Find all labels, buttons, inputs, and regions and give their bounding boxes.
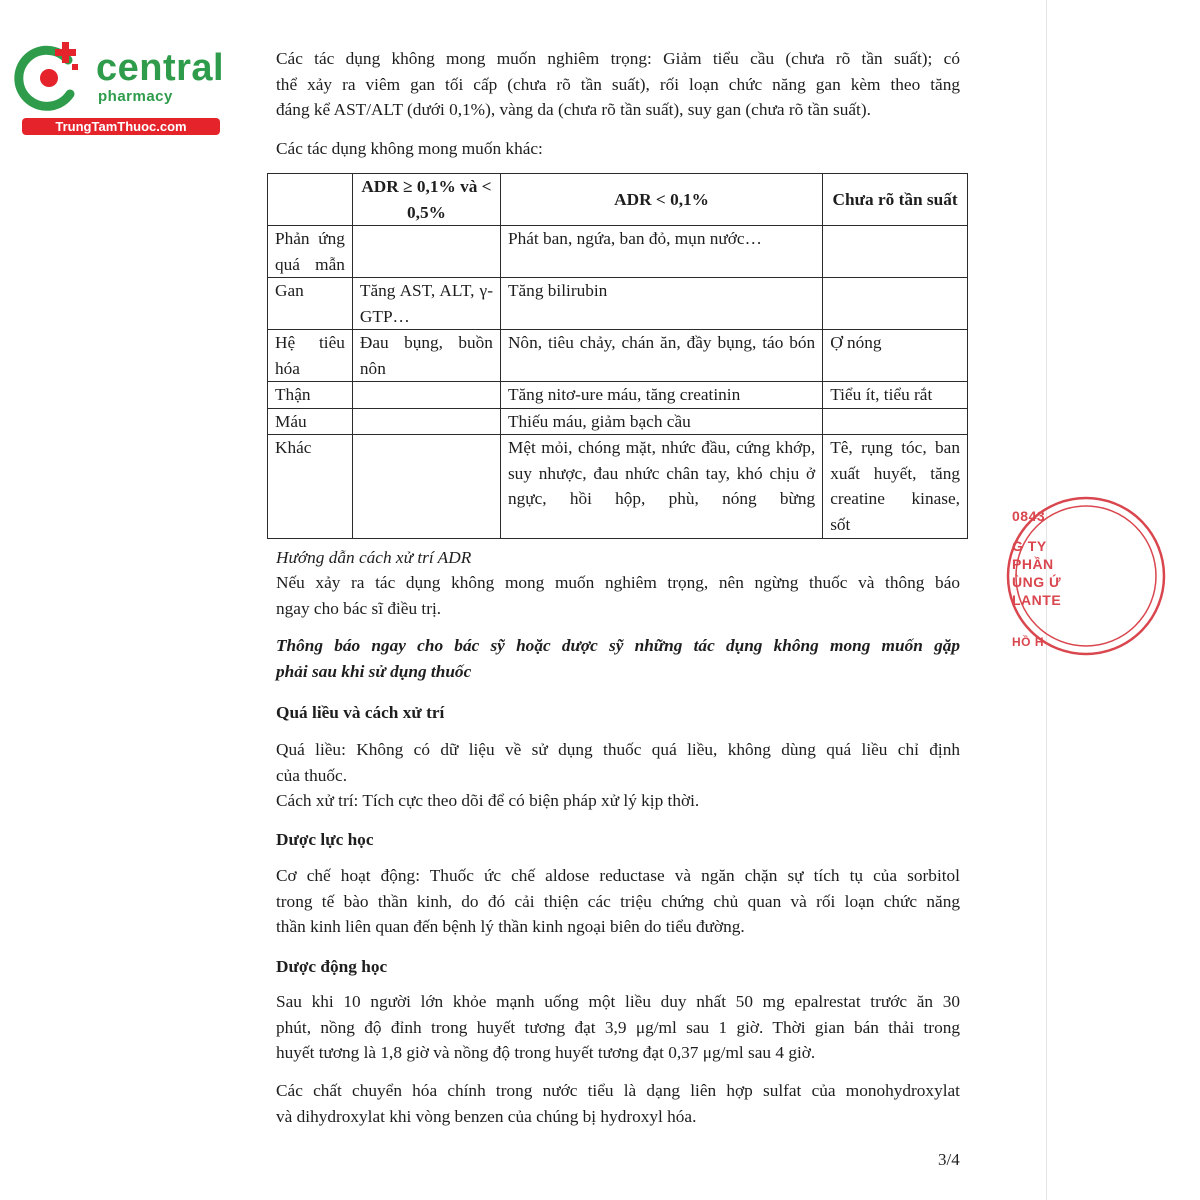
text-line: thần kinh liên quan đến bệnh lý thần kinh ngoại biên do tiểu đường.: [276, 917, 745, 936]
header-system: [268, 174, 353, 226]
header-adr-rare: ADR < 0,1%: [500, 174, 822, 226]
text-line: Cách xử trí: Tích cực theo dõi để có biện pháp xử lý kịp thời.: [276, 791, 700, 810]
cell-unknown: [823, 408, 968, 435]
text-line: huyết tương là 1,8 giờ và nồng độ trong huyết tương đạt 0,37 μg/ml sau 4 giờ.: [276, 1043, 816, 1062]
company-stamp: [1004, 494, 1062, 658]
header-adr-common: ADR ≥ 0,1% và < 0,5%: [352, 174, 500, 226]
cell-unknown: [823, 226, 968, 278]
text-line: đáng kể AST/ALT (dưới 0,1%), vàng da (chưa rõ tần suất), suy gan (chưa rõ tần suất).: [276, 100, 871, 119]
pharmacokinetics-heading: Dược động học: [276, 957, 388, 976]
stamp-text-line: LANTE: [1012, 592, 1062, 608]
cell-rare: Thiếu máu, giảm bạch cầu: [500, 408, 822, 435]
logo-tagline: pharmacy: [98, 88, 173, 105]
table-row: [268, 278, 968, 330]
overdose-heading: Quá liều và cách xử trí: [276, 703, 445, 722]
other-effects-intro: Các tác dụng không mong muốn khác:: [276, 139, 543, 158]
table-header-row: [268, 174, 968, 226]
text-line: Thông báo ngay cho bác sỹ hoặc dược sỹ những tác dụng không mong muốn gặp: [276, 636, 960, 655]
text-line: ngay cho bác sĩ điều trị.: [276, 598, 442, 618]
cell-common: [352, 382, 500, 409]
table-row: [268, 408, 968, 435]
text-line: của thuốc.: [276, 765, 348, 785]
cell-system: Thận: [268, 382, 353, 409]
header-adr-unknown: Chưa rõ tần suất: [823, 174, 968, 226]
adr-management-title: Hướng dẫn cách xử trí ADR: [276, 548, 472, 567]
central-pharmacy-logo[interactable]: [10, 36, 225, 136]
cell-rare: Tăng bilirubin: [500, 278, 822, 330]
report-notice: [276, 633, 960, 684]
cell-rare: Phát ban, ngứa, ban đỏ, mụn nước…: [500, 226, 822, 278]
serious-effects-paragraph: [276, 46, 960, 123]
cell-unknown: [823, 278, 968, 330]
cell-common: [352, 435, 500, 539]
table-row: [268, 330, 968, 382]
text-line: Cơ chế hoạt động: Thuốc ức chế aldose reductase và ngăn chặn sự tích tụ của sorbitol: [276, 866, 960, 885]
text-line: thể xảy ra viêm gan tối cấp (chưa rõ tần suất), rối loạn chức năng gan kèm theo tăng: [276, 74, 960, 94]
text-line: phải sau khi sử dụng thuốc: [276, 661, 472, 681]
stamp-text-line: G TY: [1012, 538, 1047, 554]
page-number: 3/4: [938, 1150, 960, 1169]
text-line: Các tác dụng không mong muốn nghiêm trọng: Giảm tiểu cầu (chưa rõ tần suất); có: [276, 49, 960, 68]
cell-system: Phản ứng quá mẫn: [268, 226, 353, 278]
pharmacokinetics-paragraph-1: [276, 989, 960, 1066]
cell-system: Gan: [268, 278, 353, 330]
text-line: Sau khi 10 người lớn khỏe mạnh uống một liều duy nhất 50 mg epalrestat trước ăn 30: [276, 992, 960, 1011]
cell-system: Máu: [268, 408, 353, 435]
overdose-paragraph: [276, 737, 960, 814]
cell-rare: Mệt mỏi, chóng mặt, nhức đầu, cứng khớp, suy nhược, đau nhức chân tay, khó chịu ở ngực, hồi hộp, phù, nóng bừng: [500, 435, 822, 539]
logo-brand-text: central: [96, 47, 225, 89]
cell-common: [352, 226, 500, 278]
stamp-text-line: PHẦN: [1012, 556, 1054, 572]
cell-unknown: Tiểu ít, tiểu rắt: [823, 382, 968, 409]
text-line: Quá liều: Không có dữ liệu về sử dụng thuốc quá liều, không dùng quá liều chỉ định: [276, 740, 960, 759]
cell-unknown: Tê, rụng tóc, ban xuất huyết, tăng creatine kinase, sốt: [823, 435, 968, 539]
cell-system: Khác: [268, 435, 353, 539]
cell-common: Đau bụng, buồn nôn: [352, 330, 500, 382]
text-line: trong tế bào thần kinh, do đó cải thiện các triệu chứng chủ quan và rối loạn chức năng: [276, 891, 960, 911]
pharmacokinetics-paragraph-2: [276, 1078, 960, 1129]
adr-table: [267, 173, 968, 539]
pharmacodynamics-paragraph: [276, 863, 960, 940]
text-line: Các chất chuyển hóa chính trong nước tiểu là dạng liên hợp sulfat của monohydroxylat: [276, 1081, 960, 1100]
table-row: [268, 226, 968, 278]
stamp-text-line: HỒ H: [1012, 635, 1044, 649]
text-line: và dihydroxylat khi vòng benzen của chúng bị hydroxyl hóa.: [276, 1106, 697, 1126]
pharmacodynamics-heading: Dược lực học: [276, 830, 374, 849]
cell-rare: Tăng nitơ-ure máu, tăng creatinin: [500, 382, 822, 409]
cell-rare: Nôn, tiêu chảy, chán ăn, đầy bụng, táo bón: [500, 330, 822, 382]
cell-common: Tăng AST, ALT, γ-GTP…: [352, 278, 500, 330]
cell-unknown: Ợ nóng: [823, 330, 968, 382]
table-row: [268, 382, 968, 409]
text-line: Nếu xảy ra tác dụng không mong muốn nghiêm trọng, nên ngừng thuốc và thông báo: [276, 573, 960, 592]
stamp-text-line: 0843: [1012, 508, 1046, 524]
table-row: [268, 435, 968, 539]
adr-management-paragraph: [276, 570, 960, 621]
stamp-text-line: ÙNG Ứ: [1012, 574, 1062, 590]
cell-system: Hệ tiêu hóa: [268, 330, 353, 382]
cell-common: [352, 408, 500, 435]
text-line: phút, nồng độ đỉnh trong huyết tương đạt 3,9 μg/ml sau 1 giờ. Thời gian bán thải trong: [276, 1017, 960, 1037]
logo-site-banner: TrungTamThuoc.com: [22, 118, 220, 135]
logo-c-cross-icon: [10, 38, 90, 118]
